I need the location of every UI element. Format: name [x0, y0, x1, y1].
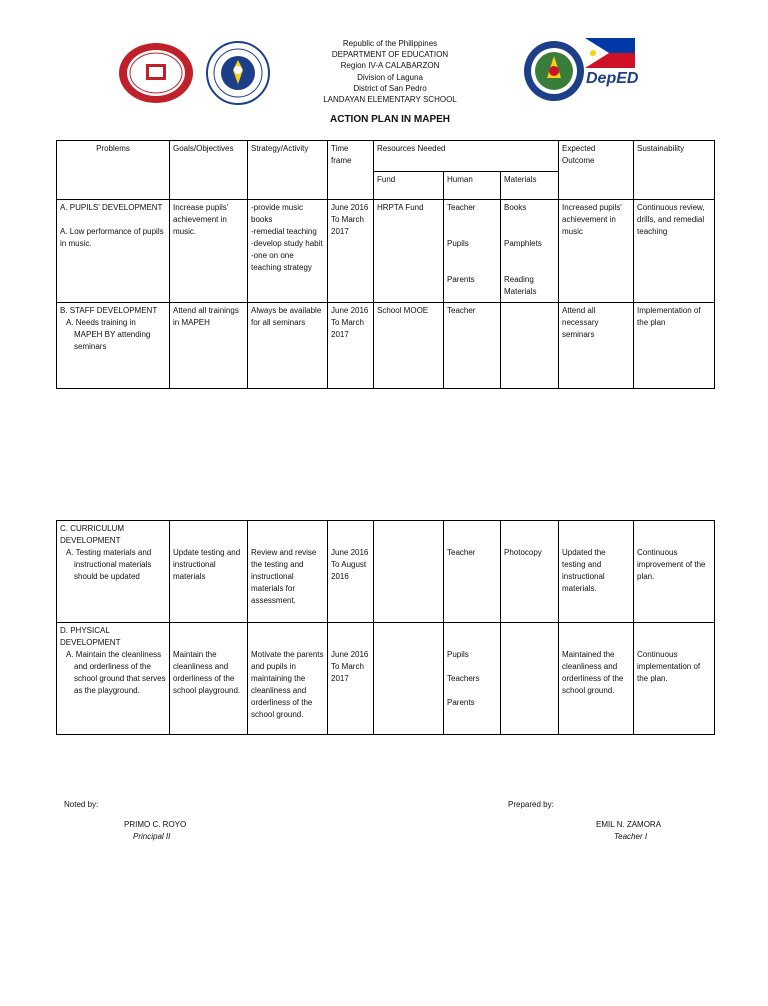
- time-cell: June 2016 To March 2017: [328, 303, 374, 389]
- strategy-item: -remedial teaching: [251, 227, 317, 236]
- strategy-cell: Motivate the parents and pupils in maintaining the cleanliness and orderliness of the school ground.: [248, 623, 328, 735]
- time-cell: June 2016 To August 2016: [328, 521, 374, 623]
- table-row-curriculum: [57, 521, 715, 623]
- school-seal-logo: [118, 42, 194, 104]
- problem-cell: [57, 623, 170, 735]
- problem-cell: [57, 521, 170, 623]
- header-goals: Goals/Objectives: [170, 141, 248, 200]
- header-strategy: Strategy/Activity: [248, 141, 328, 200]
- header-time-frame: Time frame: [328, 141, 374, 200]
- philippine-flag-logo: [585, 38, 635, 68]
- division-seal-logo: [523, 40, 585, 102]
- action-plan-table-2: [56, 520, 715, 735]
- noted-by-label: Noted by:: [64, 800, 99, 809]
- header-line: DEPARTMENT OF EDUCATION: [331, 50, 449, 60]
- problem-item: A. Maintain the cleanliness and orderliness of the school ground that serves as the playground.: [66, 650, 166, 695]
- sustainability-cell: Implementation of the plan: [634, 303, 715, 389]
- outcome-cell: Attend all necessary seminars: [559, 303, 634, 389]
- problem-heading: C. CURRICULUM DEVELOPMENT: [60, 524, 124, 545]
- materials-item: Pamphlets: [504, 239, 542, 248]
- problem-cell: [57, 303, 170, 389]
- noted-by-name: PRIMO C. ROYO: [124, 820, 187, 829]
- human-item: Teacher: [447, 203, 476, 212]
- prepared-by-title: Teacher I: [614, 832, 648, 841]
- materials-item: Books: [504, 203, 527, 212]
- human-item: Pupils: [447, 650, 469, 659]
- human-item: Parents: [447, 698, 475, 707]
- document-header: [280, 38, 500, 105]
- problem-cell: [57, 200, 170, 303]
- materials-cell: [501, 303, 559, 389]
- goals-cell: Update testing and instructional materials: [170, 521, 248, 623]
- human-item: Parents: [447, 275, 475, 284]
- table-row-pupils: [57, 200, 715, 303]
- strategy-cell: Review and revise the testing and instructional materials for assessment.: [248, 521, 328, 623]
- header-human: Human: [444, 172, 501, 200]
- prepared-by-label: Prepared by:: [508, 800, 554, 809]
- problem-heading: A. PUPILS' DEVELOPMENT: [60, 203, 163, 212]
- sustainability-cell: Continuous implementation of the plan.: [634, 623, 715, 735]
- time-cell: June 2016 To March 2017: [328, 623, 374, 735]
- materials-cell: [501, 623, 559, 735]
- page-title: ACTION PLAN IN MAPEH: [330, 114, 450, 125]
- header-materials: Materials: [501, 172, 559, 200]
- problem-heading: D. PHYSICAL DEVELOPMENT: [60, 626, 121, 647]
- fund-cell: HRPTA Fund: [374, 200, 444, 303]
- strategy-item: -provide music books: [251, 203, 304, 224]
- outcome-cell: Maintained the cleanliness and orderliness of the school ground.: [559, 623, 634, 735]
- prepared-by-name: EMIL N. ZAMORA: [596, 820, 662, 829]
- header-line: LANDAYAN ELEMENTARY SCHOOL: [323, 95, 457, 105]
- header-sustainability: Sustainability: [634, 141, 715, 200]
- human-cell: [444, 200, 501, 303]
- strategy-cell: Always be available for all seminars: [248, 303, 328, 389]
- human-item: Pupils: [447, 239, 469, 248]
- strategy-cell: [248, 200, 328, 303]
- fund-cell: School MOOE: [374, 303, 444, 389]
- fund-cell: [374, 521, 444, 623]
- table-row-physical: [57, 623, 715, 735]
- outcome-cell: Updated the testing and instructional materials.: [559, 521, 634, 623]
- problem-item: A. Low performance of pupils in music.: [60, 227, 164, 248]
- human-cell: Teacher: [444, 303, 501, 389]
- header-line: Republic of the Philippines: [342, 39, 438, 48]
- table-row-staff: [57, 303, 715, 389]
- goals-cell: Maintain the cleanliness and orderliness of the school playground.: [170, 623, 248, 735]
- noted-by-title: Principal II: [133, 832, 171, 841]
- strategy-item: -develop study habit: [251, 239, 323, 248]
- problem-item: A. Needs training in MAPEH BY attending seminars: [66, 318, 151, 351]
- human-item: Teachers: [447, 674, 480, 683]
- outcome-cell: Increased pupils' achievement in music: [559, 200, 634, 303]
- deped-seal-logo: [205, 40, 271, 106]
- materials-item: Reading Materials: [504, 275, 537, 296]
- sustainability-cell: Continuous improvement of the plan.: [634, 521, 715, 623]
- deped-text-logo: DepED: [586, 70, 639, 87]
- problem-item: A. Testing materials and instructional materials should be updated: [66, 548, 152, 581]
- problem-heading: B. STAFF DEVELOPMENT: [60, 306, 158, 315]
- header-resources: Resources Needed: [374, 141, 559, 172]
- goals-cell: Attend all trainings in MAPEH: [170, 303, 248, 389]
- header-outcome: Expected Outcome: [559, 141, 634, 200]
- goals-cell: Increase pupils' achievement in music.: [170, 200, 248, 303]
- header-problems: Problems: [57, 141, 170, 200]
- materials-cell: Photocopy: [501, 521, 559, 623]
- strategy-item: -one on one teaching strategy: [251, 251, 312, 272]
- sustainability-cell: Continuous review, drills, and remedial teaching: [634, 200, 715, 303]
- human-cell: Teacher: [444, 521, 501, 623]
- header-line: Region IV-A CALABARZON: [340, 61, 440, 71]
- header-fund: Fund: [374, 172, 444, 200]
- header-line: Division of Laguna: [357, 72, 423, 82]
- materials-cell: [501, 200, 559, 303]
- time-cell: June 2016 To March 2017: [328, 200, 374, 303]
- header-line: District of San Pedro: [353, 83, 427, 93]
- fund-cell: [374, 623, 444, 735]
- action-plan-table-1: [56, 140, 715, 389]
- human-cell: [444, 623, 501, 735]
